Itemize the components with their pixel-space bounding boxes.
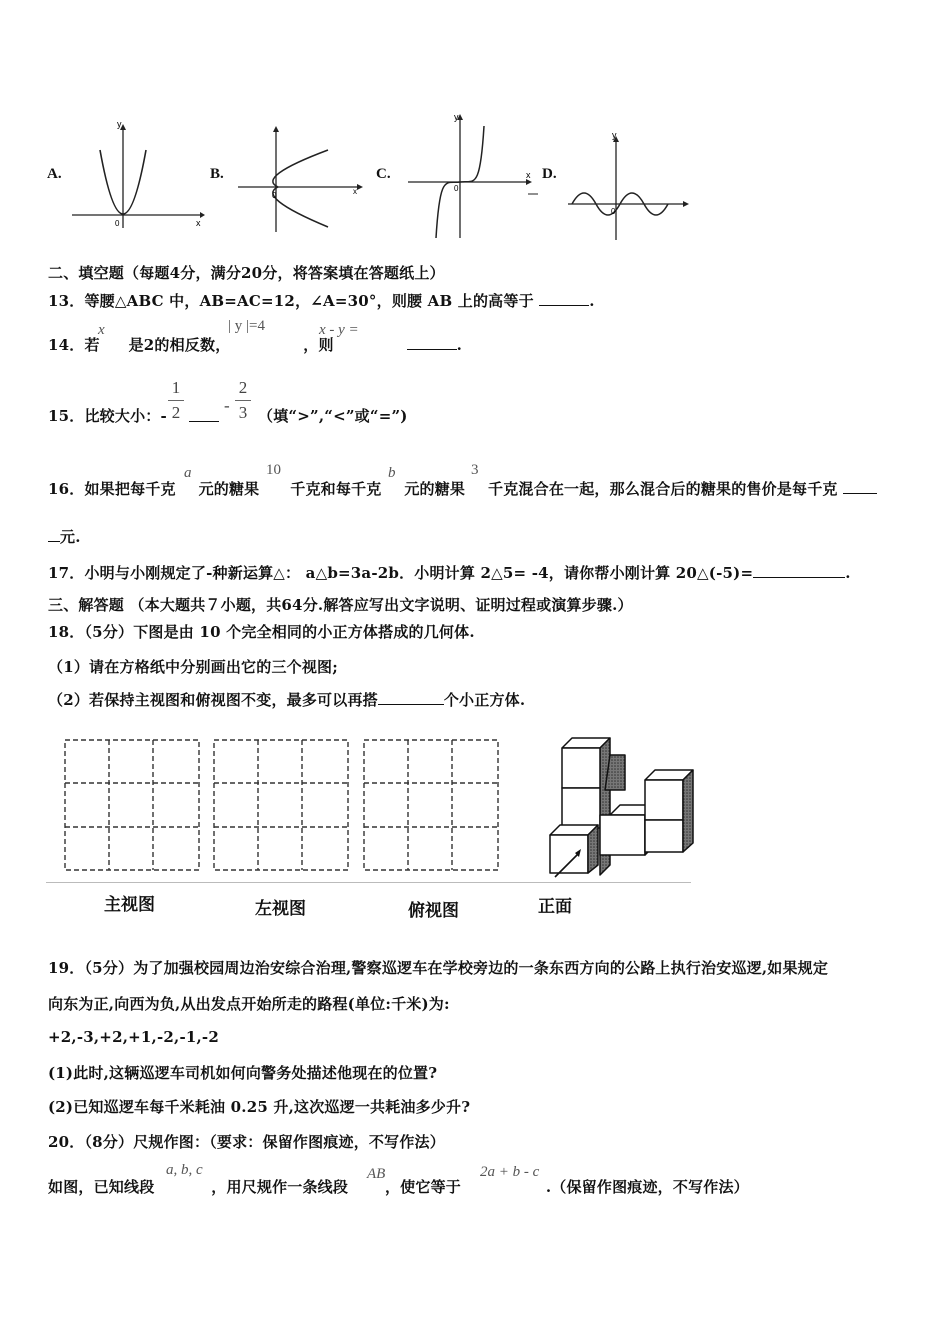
- q19-line-2: 向东为正,向西为负,从出发点开始所走的路程(单位:千米)为:: [48, 995, 450, 1013]
- q16-c: 千克和每千克: [290, 480, 382, 498]
- q15-minus: -: [224, 396, 230, 415]
- q15-fraction-2: [235, 378, 251, 423]
- option-c-label: C.: [376, 166, 391, 182]
- q15-hint: （填“>”,“<”或“=”): [258, 407, 408, 425]
- section-2-heading: 二、填空题（每题4分，满分20分，将答案填在答题纸上）: [48, 264, 445, 282]
- section-3-heading: 三、解答题 （本大题共７小题，共64分.解答应写出文字说明、证明过程或演算步骤.）: [48, 596, 633, 614]
- option-b-label: B.: [210, 166, 224, 182]
- question-16: [48, 478, 877, 499]
- q16-e: 千克混合在一起，那么混合后的糖果的售价是每千克: [488, 480, 838, 498]
- q15-fraction-1: [168, 378, 184, 423]
- question-15: [48, 405, 167, 426]
- q18-answer-blank: [378, 704, 444, 705]
- top-view-grid: [362, 738, 502, 874]
- graph-c-y-label: y: [454, 112, 459, 122]
- caption-top-view: 俯视图: [408, 901, 459, 921]
- graph-a-y-label: y: [117, 119, 122, 129]
- question-13: [48, 290, 595, 311]
- q15-f2-denominator: 3: [238, 403, 248, 422]
- q20-a: 如图，已知线段: [48, 1178, 155, 1196]
- front-view-grid: [63, 738, 203, 874]
- q13-answer-blank: [539, 305, 589, 306]
- question-14: [48, 334, 462, 355]
- q14-expression: x - y =: [319, 322, 359, 338]
- q15-answer-blank: [189, 404, 219, 422]
- q16-number-3: 3: [471, 462, 479, 478]
- graph-c-x-label: x: [526, 170, 531, 180]
- q17-answer-blank: [753, 577, 845, 578]
- q14-end: .: [456, 336, 462, 354]
- option-a-label: A.: [47, 166, 62, 182]
- q20-vars: a, b, c: [166, 1162, 203, 1178]
- q16-a: 16．如果把每千克: [48, 480, 176, 498]
- q19-part-2: (2)已知巡逻车每千米耗油 0.25 升,这次巡逻一共耗油多少升?: [48, 1098, 471, 1116]
- figure-baseline: [46, 882, 691, 883]
- q17-end: .: [845, 564, 851, 582]
- q16-b: 元的糖果: [198, 480, 260, 498]
- graph-a-parabola: [70, 118, 205, 230]
- q18-part-2-b: 个小正方体.: [443, 691, 526, 709]
- left-view-grid: [212, 738, 352, 874]
- q16-var-a: a: [184, 465, 192, 481]
- q19-line-1: 19．（5分）为了加强校园周边治安综合治理,警察巡逻车在学校旁边的一条东西方向的公路上执行治安巡逻,如果规定: [48, 959, 829, 977]
- graph-a-origin: 0: [115, 219, 120, 228]
- graph-b-sideways-parabola: [236, 122, 366, 234]
- q15-a: 15．比较大小：-: [48, 407, 167, 425]
- q16-var-b: b: [388, 465, 396, 481]
- q20-stem: 20．（8分）尺规作图：（要求：保留作图痕迹，不写作法）: [48, 1133, 445, 1151]
- q13-end: .: [589, 292, 595, 310]
- q16-d: 元的糖果: [404, 480, 466, 498]
- q15-f2-bar: [235, 400, 251, 401]
- cube-solid-figure: [545, 735, 700, 880]
- graph-a-x-label: x: [196, 218, 201, 228]
- option-d-label: D.: [542, 166, 557, 182]
- q16-unit: 元.: [60, 528, 81, 546]
- caption-front-direction: 正面: [538, 897, 572, 917]
- q15-f1-denominator: 2: [171, 403, 181, 422]
- q20-d: .（保留作图痕迹，不写作法）: [545, 1178, 749, 1196]
- q20-c: ，使它等于: [384, 1178, 461, 1196]
- q14-b: 是2的相反数，: [128, 336, 231, 354]
- q14-a: 14．若: [48, 336, 100, 354]
- graph-b-origin: 0: [272, 191, 277, 200]
- graph-c-origin: 0: [454, 184, 459, 193]
- q13-text: 13．等腰△ABC 中，AB=AC=12，∠A=30°，则腰 AB 上的高等于: [48, 292, 534, 310]
- q16-answer-blank-2: [48, 541, 60, 542]
- q20-expression: 2a + b - c: [480, 1164, 540, 1180]
- q19-part-1: (1)此时,这辆巡逻车司机如何向警务处描述他现在的位置?: [48, 1064, 438, 1082]
- q18-stem: 18．（5分）下图是由 10 个完全相同的小正方体搭成的几何体.: [48, 623, 475, 641]
- graph-d-sine-wave: [566, 130, 691, 242]
- q16-unit-line: [48, 526, 81, 547]
- q15-f2-numerator: 2: [238, 378, 248, 397]
- graph-d-origin: 0: [611, 207, 616, 216]
- caption-front-view: 主视图: [104, 895, 155, 915]
- caption-left-view: 左视图: [255, 899, 306, 919]
- q16-answer-blank-1: [843, 493, 877, 494]
- graph-b-x-label: x: [353, 187, 357, 196]
- q14-c: ，则: [303, 336, 334, 354]
- q14-var-x: x: [98, 322, 105, 338]
- q18-part-2: [48, 689, 525, 710]
- q15-f1-bar: [168, 400, 184, 401]
- q17-text: 17．小明与小刚规定了-种新运算△： a△b=3a-2b．小明计算 2△5= -4，请你帮小刚计算 20△(-5)=: [48, 564, 754, 582]
- q20-segment-ab: AB: [367, 1166, 386, 1182]
- question-17: [48, 562, 851, 583]
- q19-data: +2,-3,+2,+1,-2,-1,-2: [48, 1028, 219, 1046]
- q16-number-10: 10: [266, 462, 281, 478]
- q15-f1-numerator: 1: [171, 378, 181, 397]
- q18-part-1: （1）请在方格纸中分别画出它的三个视图;: [48, 658, 338, 676]
- q14-abs-y: | y |=4: [228, 318, 265, 334]
- graph-d-y-label: y: [612, 130, 617, 140]
- q14-answer-blank: [407, 349, 457, 350]
- q20-b: ，用尺规作一条线段: [211, 1178, 349, 1196]
- graph-c-cubic: [400, 112, 540, 240]
- q20-body: [48, 1176, 749, 1197]
- q18-part-2-a: （2）若保持主视图和俯视图不变，最多可以再搭: [48, 691, 378, 709]
